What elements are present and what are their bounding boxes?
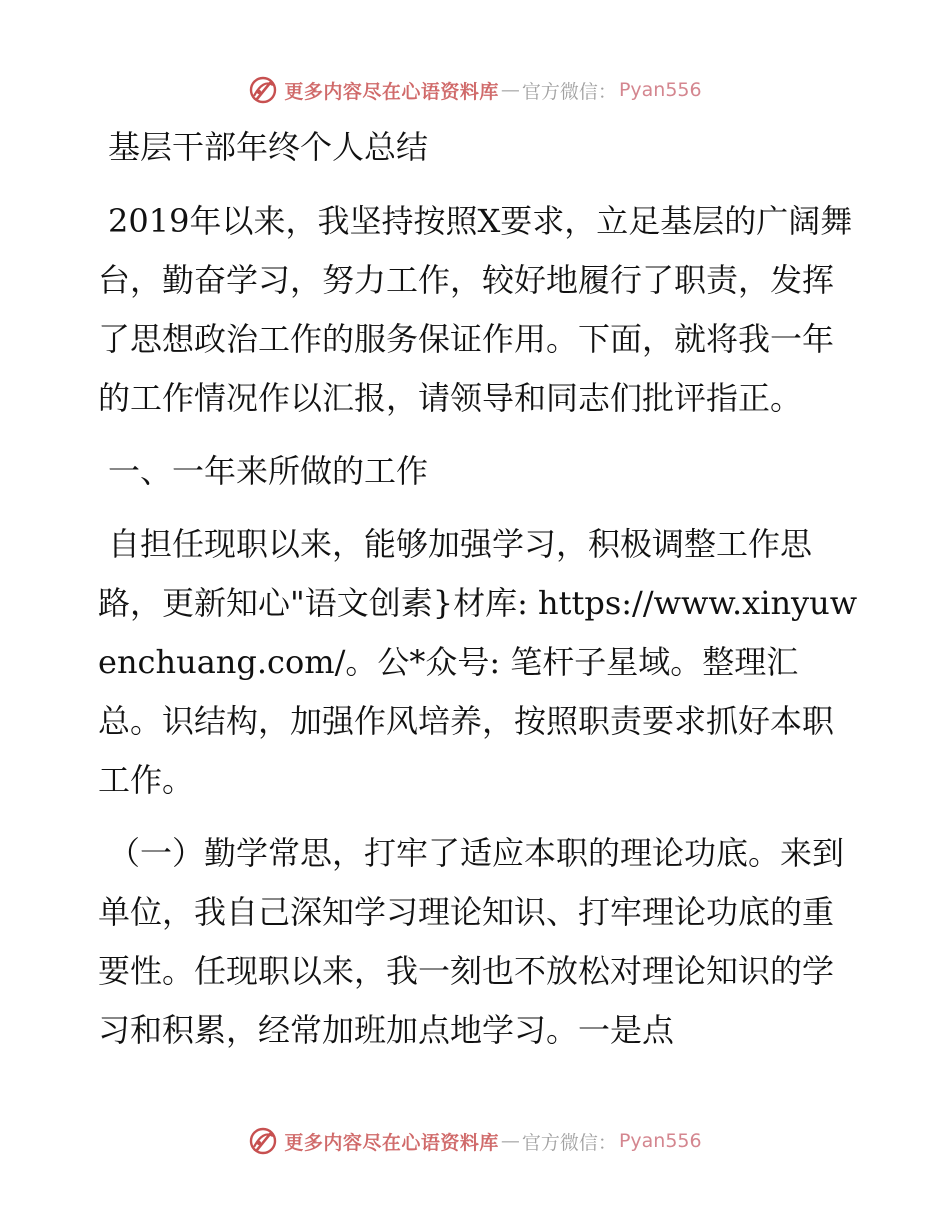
banner-wechat-label: 官方微信： xyxy=(521,1131,617,1154)
banner-brand-text: 更多内容尽在心语资料库 xyxy=(284,1131,499,1154)
document-title: 基层干部年终个人总结 xyxy=(108,128,429,166)
footer-watermark-banner xyxy=(0,1121,950,1161)
banner-wechat-id: Pyan556 xyxy=(618,1130,702,1152)
banner-wechat-id: Pyan556 xyxy=(618,79,702,101)
brand-logo-icon xyxy=(248,1126,278,1156)
intro-paragraph: 2019年以来，我坚持按照X要求，立足基层的广阔舞台，勤奋学习，努力工作，较好地履行了职责，发挥了思想政治工作的服务保证作用。下面，就将我一年的工作情况作以汇报，请领导和同志们批评指正。 xyxy=(98,202,853,417)
subsection-paragraph: （一）勤学常思，打牢了适应本职的理论功底。来到单位，我自己深知学习理论知识、打牢理论功底的重要性。任现职以来，我一刻也不放松对理论知识的学习和积累，经常加班加点地学习。一是点 xyxy=(98,834,845,1049)
brand-logo-icon xyxy=(248,75,278,105)
section-body-paragraph: 自担任现职以来，能够加强学习，积极调整工作思路，更新知心"语文创素}材库: https://www.xinyuwenchuang.com/。公*众号: 笔杆子星域。整理汇总。识结构，加强作风培养，按照职责要求抓好本职工作。 xyxy=(98,525,858,799)
banner-dash: — xyxy=(500,79,520,101)
banner-wechat-label: 官方微信： xyxy=(521,80,617,103)
header-watermark-banner xyxy=(0,70,950,110)
banner-dash: — xyxy=(500,1130,520,1152)
section-heading: 一、一年来所做的工作 xyxy=(108,452,429,490)
document-body xyxy=(98,118,858,1060)
banner-brand-text: 更多内容尽在心语资料库 xyxy=(284,80,499,103)
